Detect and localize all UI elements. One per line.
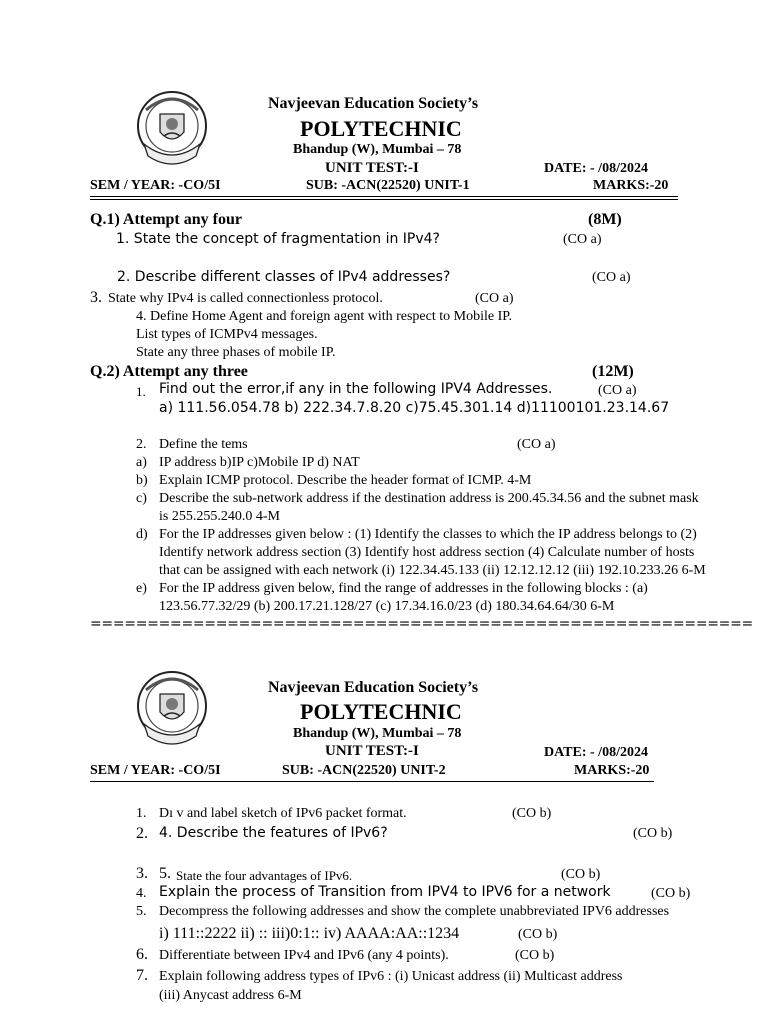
course-outcome: (CO b) [561, 867, 601, 882]
subitem-text: Describe the sub-network address if the destination address is 200.45.34.56 and the subnet mask [159, 491, 699, 506]
course-outcome: (CO b) [512, 806, 552, 821]
question-text: Dı v and label sketch of IPv6 packet format. [159, 806, 407, 821]
total-marks: MARKS:-20 [593, 178, 669, 193]
question-text: 1. State the concept of fragmentation in IPv4? [116, 231, 440, 247]
question-text: (iii) Anycast address 6-M [159, 988, 302, 1003]
question-number: 7. [136, 967, 148, 984]
course-outcome: (CO a) [598, 383, 637, 398]
question-number: 4. [136, 886, 147, 901]
question-number: 3. [90, 289, 102, 306]
institute-name: POLYTECHNIC [300, 116, 462, 141]
subitem-text: is 255.255.240.0 4-M [159, 509, 280, 524]
course-outcome: (CO a) [563, 232, 602, 247]
course-outcome: (CO a) [517, 437, 556, 452]
ipv6-address-list: i) 111::2222 ii) :: iii)0:1:: iv) AAAA:AA::1234 [159, 925, 460, 942]
question-text: Decompress the following addresses and show the complete unabbreviated IPV6 addresses [159, 904, 670, 919]
question-text: State the four advantages of IPv6. [176, 868, 353, 883]
question-number: 5. [159, 865, 171, 882]
subitem-label: d) [136, 527, 148, 542]
total-marks: MARKS:-20 [574, 763, 650, 778]
question-text: List types of ICMPv4 messages. [136, 327, 318, 342]
subitem-text: Explain ICMP protocol. Describe the header format of ICMP. 4-M [159, 473, 532, 488]
question-text: 2. Describe different classes of IPv4 addresses? [117, 269, 451, 285]
q1-marks: (8M) [588, 211, 622, 228]
question-text: Differentiate between IPv4 and IPv6 (any 4 points). [159, 948, 449, 963]
subitem-label: a) [136, 455, 147, 470]
header-divider [90, 781, 654, 782]
subitem-text: 123.56.77.32/29 (b) 200.17.21.128/27 (c) 17.34.16.0/23 (d) 180.34.64.64/30 6-M [159, 599, 615, 614]
header-divider [90, 196, 678, 197]
subitem-text: Identify network address section (3) Identify host address section (4) Calculate number of hosts [159, 545, 695, 560]
subitem-label: c) [136, 491, 147, 506]
society-name: Navjeevan Education Society’s [268, 95, 479, 112]
sem-year: SEM / YEAR: -CO/5I [90, 763, 221, 778]
institute-address: Bhandup (W), Mumbai – 78 [293, 726, 462, 741]
subject: SUB: -ACN(22520) UNIT-1 [306, 178, 470, 193]
course-outcome: (CO b) [651, 886, 691, 901]
subitem-text: IP address b)IP c)Mobile IP d) NAT [159, 455, 360, 470]
subitem-label: b) [136, 473, 148, 488]
subject: SUB: -ACN(22520) UNIT-2 [282, 763, 446, 778]
course-outcome: (CO a) [475, 291, 514, 306]
subitem-label: e) [136, 581, 147, 596]
society-name: Navjeevan Education Society’s [268, 679, 479, 696]
q2-marks: (12M) [592, 363, 634, 380]
question-text: 4. Define Home Agent and foreign agent with respect to Mobile IP. [136, 309, 512, 324]
subitem-text: For the IP addresses given below : (1) Identify the classes to which the IP address belongs to (2) [159, 527, 697, 542]
question-text: Define the tems [159, 437, 248, 452]
question-number: 1. [136, 384, 146, 399]
institute-address: Bhandup (W), Mumbai – 78 [293, 142, 462, 157]
test-date: DATE: - /08/2024 [544, 161, 648, 176]
question-text: Explain the process of Transition from IPV4 to IPV6 for a network [159, 884, 611, 900]
question-text: Explain following address types of IPv6 : (i) Unicast address (ii) Multicast address [159, 969, 623, 984]
subitem-text: For the IP address given below, find the range of addresses in the following blocks : (a) [159, 581, 648, 596]
college-logo [130, 666, 214, 750]
test-title: UNIT TEST:-I [325, 743, 419, 759]
question-number: 1. [136, 806, 147, 821]
sem-year: SEM / YEAR: -CO/5I [90, 178, 221, 193]
header-divider [90, 199, 678, 200]
question-number: 2. [136, 437, 147, 452]
course-outcome: (CO b) [515, 948, 555, 963]
institute-name: POLYTECHNIC [300, 699, 462, 724]
subitem-text: that can be assigned with each network (i) 122.34.45.133 (ii) 12.12.12.12 (iii) 192.10.233.26 6-M [159, 563, 706, 578]
college-logo [130, 86, 214, 170]
test-date: DATE: - /08/2024 [544, 745, 648, 760]
course-outcome: (CO b) [518, 927, 558, 942]
test-title: UNIT TEST:-I [325, 160, 419, 176]
question-number: 3. [136, 865, 148, 882]
question-number: 5. [136, 904, 147, 919]
question-number: 6. [136, 946, 148, 963]
q2-heading: Q.2) Attempt any three [90, 363, 248, 380]
ip-address-list: a) 111.56.054.78 b) 222.34.7.8.20 c)75.45.301.14 d)11100101.23.14.67 [159, 400, 670, 416]
course-outcome: (CO a) [592, 270, 631, 285]
question-number: 2. [136, 825, 148, 842]
question-text: Find out the error,if any in the following IPV4 Addresses. [159, 381, 553, 397]
course-outcome: (CO b) [633, 826, 673, 841]
question-text: 4. Describe the features of IPv6? [159, 825, 388, 841]
section-separator: ========================================================== [90, 616, 753, 632]
q1-heading: Q.1) Attempt any four [90, 211, 242, 228]
question-text: State any three phases of mobile IP. [136, 345, 336, 360]
question-text: State why IPv4 is called connectionless protocol. [108, 291, 383, 306]
